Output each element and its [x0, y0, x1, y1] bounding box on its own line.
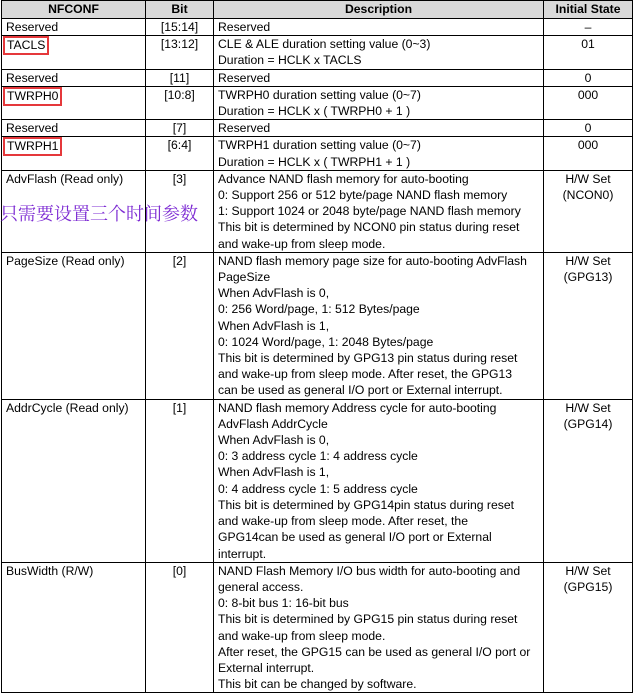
description-line: Advance NAND flash memory for auto-booting: [218, 171, 469, 186]
field-name: Reserved: [6, 70, 59, 85]
bit-range: [11]: [146, 69, 214, 86]
description-line: This bit can be changed by software.: [218, 677, 417, 692]
description-line: This bit is determined by GPG13 pin status during reset: [218, 351, 518, 366]
table-row: [2, 562, 633, 693]
description-line: This bit is determined by NCON0 pin status during reset: [218, 220, 520, 235]
initial-state-value: H/W Set: [565, 253, 611, 268]
field-name: Reserved: [6, 121, 59, 136]
field-name: AdvFlash (Read only): [6, 171, 124, 186]
description-line: Reserved: [218, 121, 271, 136]
bit-range: [0]: [146, 562, 214, 693]
initial-state-cell: [544, 120, 633, 137]
field-name-cell: [2, 137, 146, 170]
initial-state-cell: [544, 170, 633, 252]
table-header-row: [2, 1, 633, 19]
description-line: and wake-up from sleep mode. After reset, the GPG13: [218, 367, 513, 382]
initial-state-value: 000: [577, 138, 599, 153]
initial-state-cell: [544, 69, 633, 86]
description-cell: [214, 137, 544, 170]
field-name-cell: [2, 69, 146, 86]
nfconf-register-table: [1, 0, 633, 693]
field-name-cell: [2, 36, 146, 69]
field-name-cell: [2, 562, 146, 693]
description-line: TWRPH1 duration setting value (0~7): [218, 138, 421, 153]
description-line: NAND Flash Memory I/O bus width for auto-booting and: [218, 563, 521, 578]
table-row: [2, 69, 633, 86]
header-initial-state: Initial State: [544, 1, 633, 19]
description-line: NAND flash memory page size for auto-booting AdvFlash: [218, 253, 527, 268]
initial-state-value: H/W Set: [565, 400, 611, 415]
bit-range: [3]: [146, 170, 214, 252]
table-row: [2, 86, 633, 119]
bit-range: [1]: [146, 399, 214, 562]
initial-state-value: 0: [584, 121, 592, 136]
description-cell: [214, 170, 544, 252]
bit-range: [13:12]: [146, 36, 214, 69]
initial-state-cell: [544, 137, 633, 170]
description-line: Reserved: [218, 70, 271, 85]
header-description: Description: [214, 1, 544, 19]
header-bit: Bit: [146, 1, 214, 19]
description-line: interrupt.: [218, 546, 267, 561]
table-row: [2, 399, 633, 562]
description-line: AdvFlash AddrCycle: [218, 416, 328, 431]
highlighted-field-name: TACLS: [3, 36, 49, 55]
bit-range: [2]: [146, 252, 214, 399]
description-line: Duration = HCLK x TACLS: [218, 53, 362, 68]
description-line: When AdvFlash is 1,: [218, 465, 330, 480]
description-line: and wake-up from sleep mode.: [218, 236, 386, 251]
initial-state-cell: [544, 562, 633, 693]
initial-state-value: (NCON0): [562, 188, 614, 203]
description-cell: [214, 399, 544, 562]
header-name: NFCONF: [2, 1, 146, 19]
description-cell: [214, 36, 544, 69]
initial-state-value: 01: [581, 37, 595, 52]
description-line: CLE & ALE duration setting value (0~3): [218, 37, 431, 52]
description-line: TWRPH0 duration setting value (0~7): [218, 87, 421, 102]
field-name-cell: [2, 19, 146, 36]
initial-state-cell: [544, 399, 633, 562]
table-body: [2, 19, 633, 693]
description-line: Duration = HCLK x ( TWRPH0 + 1 ): [218, 104, 411, 119]
table-row: [2, 36, 633, 69]
description-line: When AdvFlash is 1,: [218, 318, 330, 333]
description-line: After reset, the GPG15 can be used as general I/O port or: [218, 644, 531, 659]
description-line: Duration = HCLK x ( TWRPH1 + 1 ): [218, 154, 411, 169]
initial-state-value: (GPG14): [563, 416, 613, 431]
initial-state-value: 0: [584, 70, 592, 85]
initial-state-value: (GPG15): [563, 579, 613, 594]
field-name-cell: [2, 399, 146, 562]
initial-state-value: H/W Set: [565, 171, 611, 186]
initial-state-value: (GPG13): [563, 270, 613, 285]
description-line: 0: 4 address cycle 1: 5 address cycle: [218, 481, 418, 496]
table-row: [2, 137, 633, 170]
bit-range: [6:4]: [146, 137, 214, 170]
initial-state-cell: [544, 36, 633, 69]
initial-state-cell: [544, 252, 633, 399]
field-name: AddrCycle (Read only): [6, 400, 129, 415]
initial-state-cell: [544, 19, 633, 36]
description-line: NAND flash memory Address cycle for auto-booting: [218, 400, 497, 415]
description-line: Reserved: [218, 20, 271, 34]
description-cell: [214, 120, 544, 137]
description-line: This bit is determined by GPG14pin status during reset: [218, 497, 515, 512]
description-line: 0: 256 Word/page, 1: 512 Bytes/page: [218, 302, 420, 317]
field-name-cell: [2, 252, 146, 399]
field-name-cell: [2, 86, 146, 119]
field-name: Reserved: [6, 20, 59, 34]
field-name-cell: [2, 120, 146, 137]
initial-state-cell: [544, 86, 633, 119]
description-line: This bit is determined by GPG15 pin status during reset: [218, 612, 518, 627]
description-cell: [214, 562, 544, 693]
initial-state-value: H/W Set: [565, 563, 611, 578]
initial-state-value: 000: [577, 87, 599, 102]
overlay-annotation: 只需要设置三个时间参数: [0, 204, 198, 225]
description-line: 0: 1024 Word/page, 1: 2048 Bytes/page: [218, 334, 434, 349]
description-line: PageSize: [218, 270, 271, 285]
description-line: can be used as general I/O port or External interrupt.: [218, 383, 503, 398]
description-line: general access.: [218, 579, 304, 594]
bit-range: [10:8]: [146, 86, 214, 119]
description-line: 0: 8-bit bus 1: 16-bit bus: [218, 596, 349, 611]
table-row: [2, 120, 633, 137]
description-line: 0: Support 256 or 512 byte/page NAND flash memory: [218, 188, 508, 203]
highlighted-field-name: TWRPH0: [3, 87, 62, 106]
description-line: and wake-up from sleep mode.: [218, 628, 386, 643]
description-cell: [214, 86, 544, 119]
description-line: External interrupt.: [218, 660, 315, 675]
description-line: When AdvFlash is 0,: [218, 286, 330, 301]
bit-range: [7]: [146, 120, 214, 137]
description-line: 0: 3 address cycle 1: 4 address cycle: [218, 449, 418, 464]
description-line: GPG14can be used as general I/O port or External: [218, 530, 492, 545]
highlighted-field-name: TWRPH1: [3, 137, 62, 156]
description-cell: [214, 252, 544, 399]
field-name: BusWidth (R/W): [6, 563, 94, 578]
description-line: and wake-up from sleep mode. After reset, the: [218, 514, 468, 529]
description-cell: [214, 69, 544, 86]
initial-state-value: –: [584, 20, 592, 34]
bit-range: [15:14]: [146, 19, 214, 36]
description-line: When AdvFlash is 0,: [218, 433, 330, 448]
table-row: [2, 19, 633, 36]
field-name: PageSize (Read only): [6, 253, 125, 268]
table-row: [2, 252, 633, 399]
description-line: 1: Support 1024 or 2048 byte/page NAND flash memory: [218, 204, 521, 219]
description-cell: [214, 19, 544, 36]
